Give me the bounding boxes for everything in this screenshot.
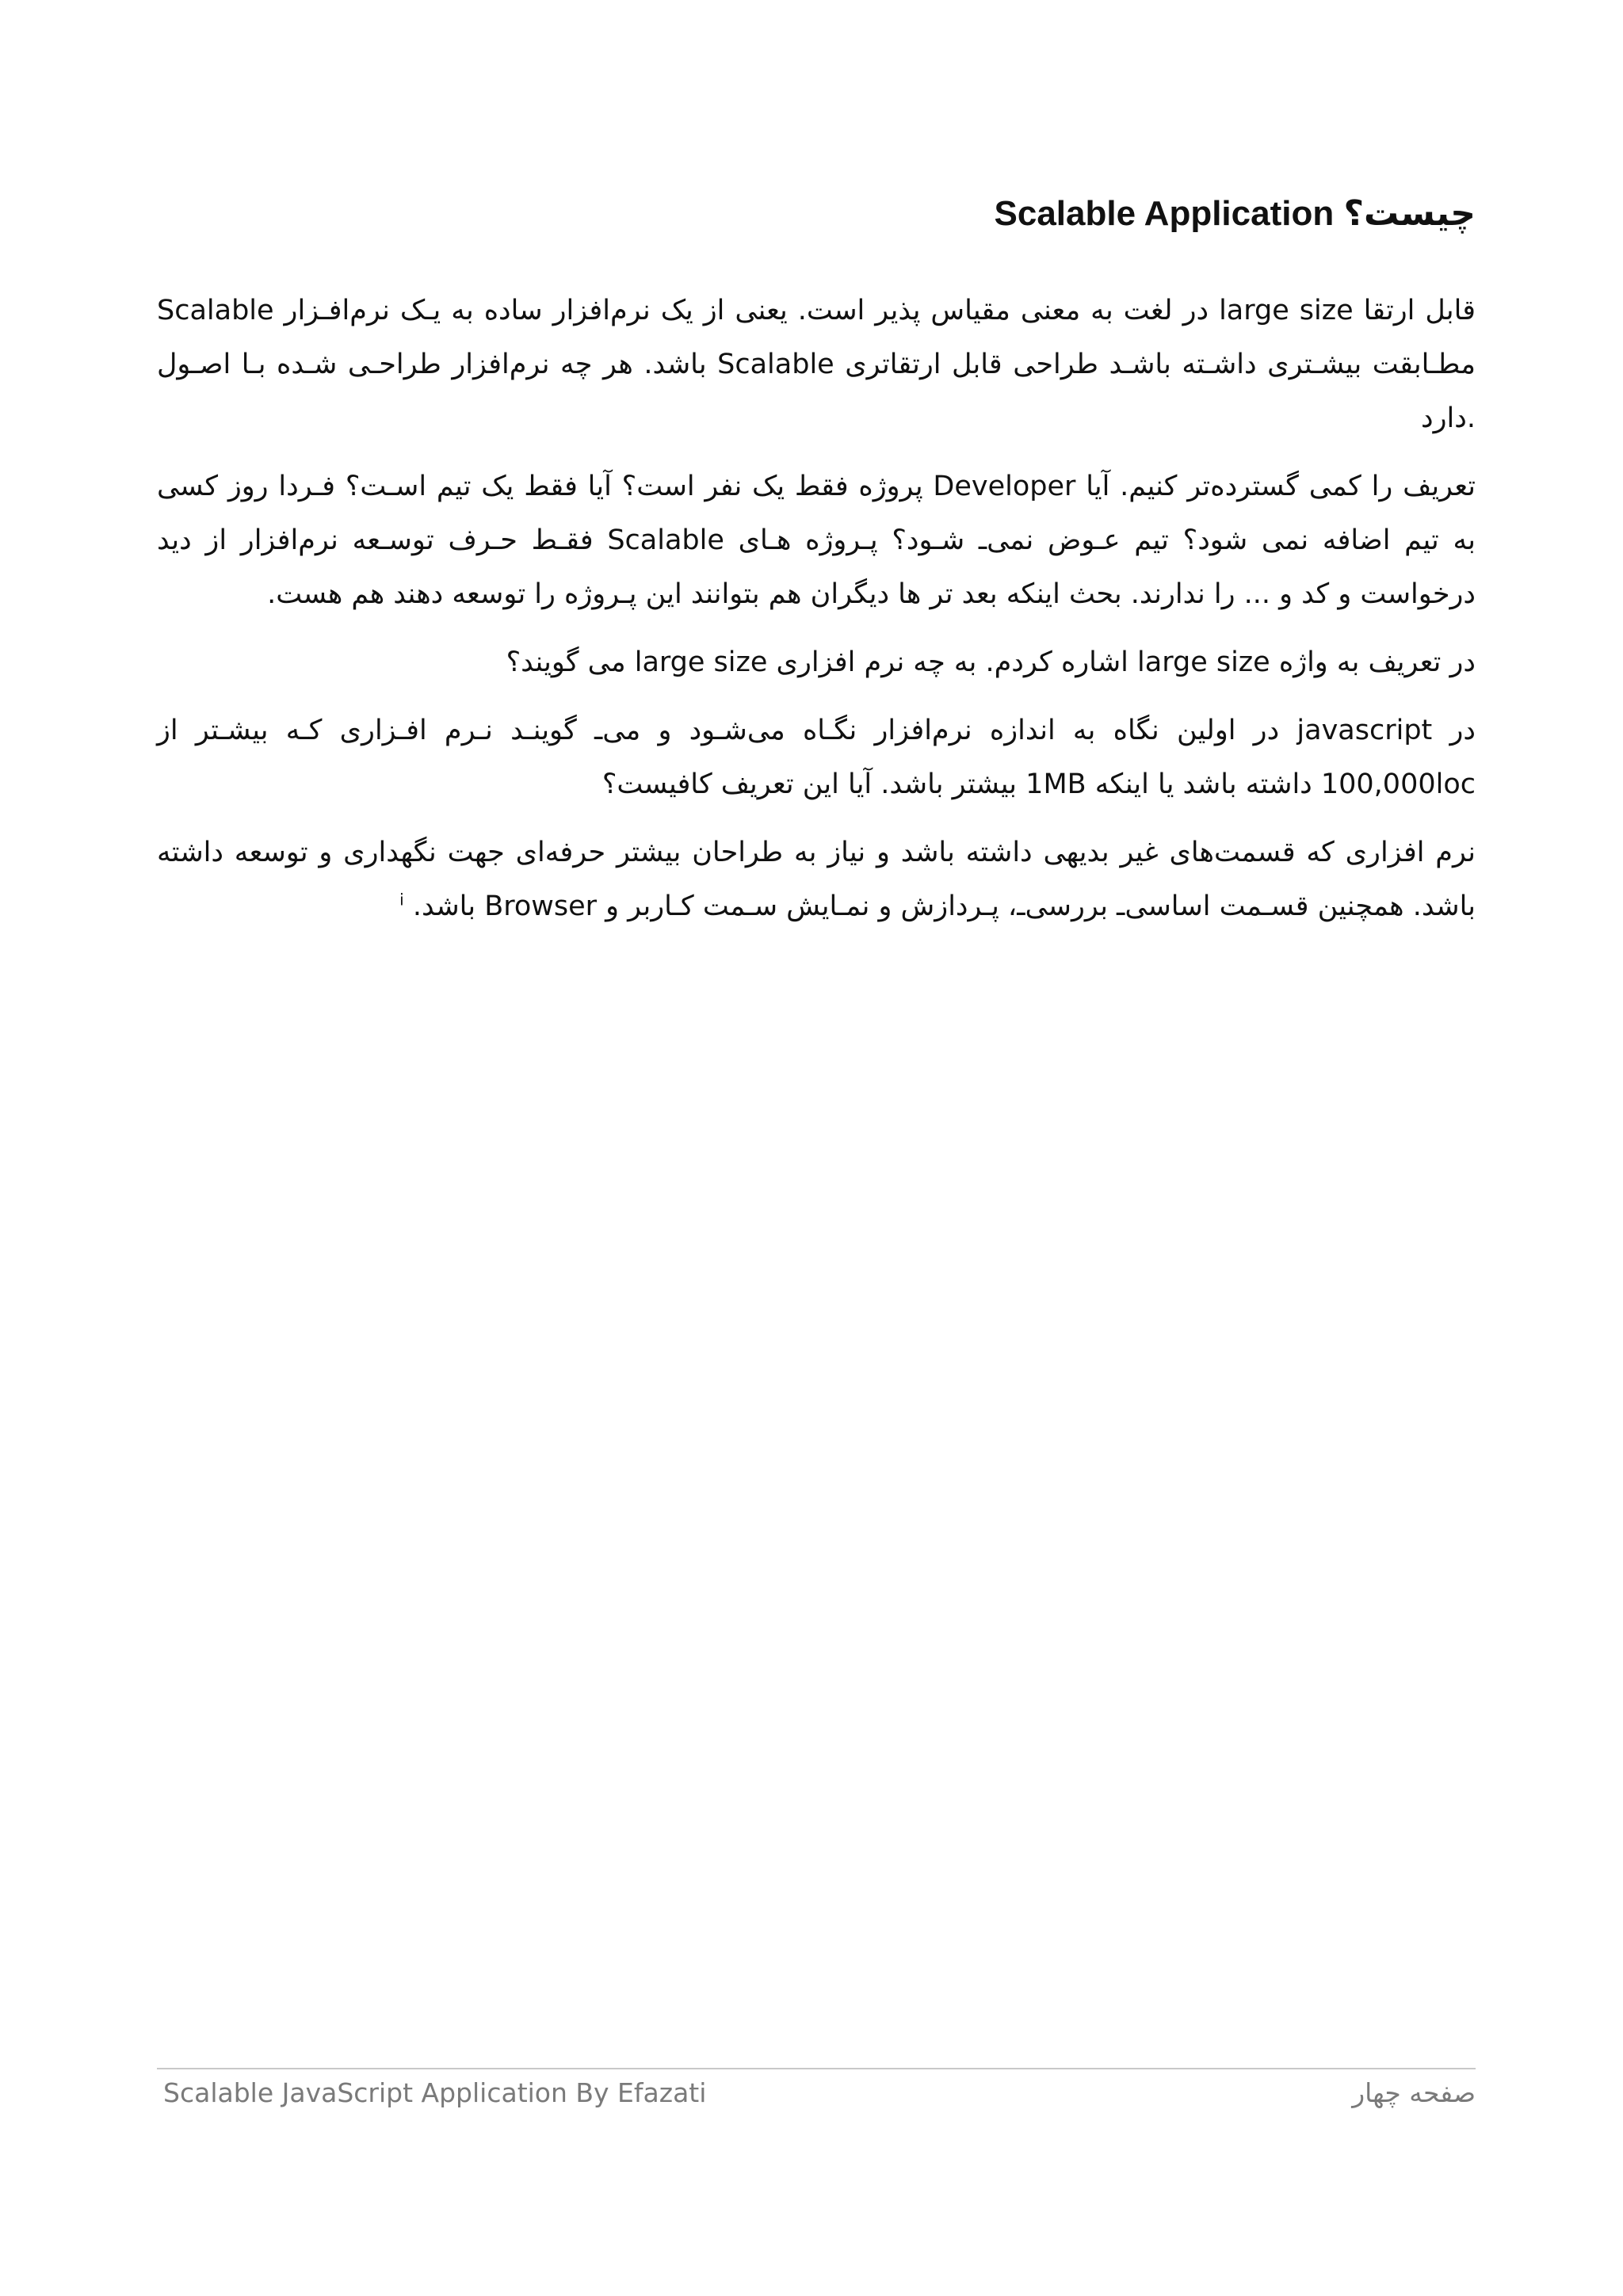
paragraph-answer-text: نرم افزاری که قسمت‌های غیر بدیهی داشته باشد و نیاز به طراحان بیشتر حرفه‌ای جهت نگهداری و توسعه داشته باشد. همچنین قسـمت اساسی‌ـ بررسی‌ـ، پـردازش و نمـایش سـمت کـاربر و Browser باشد. bbox=[157, 837, 1476, 922]
page-title: Scalable Application چیست؟ bbox=[994, 194, 1476, 233]
paragraph-definition: Scalable در لغت به معنی مقیاس پذیر است. یعنی از یک نرم‌افزار ساده به یـک نرم‌افـزار large size قابل ارتقا باشد. هر چه نرم‌افزار طراحـی شـده بـا اصـول Scalable مطـابقت بیشـتری داشـته باشـد طراحی قابل ارتقاتری دارد. bbox=[157, 295, 1476, 434]
paragraph-answer bbox=[157, 826, 1476, 933]
paragraph-large-size-question: در تعریف به واژه large size اشاره کردم. به چه نرم افزاری large size می گویند؟ bbox=[506, 646, 1476, 678]
document-body bbox=[157, 190, 1476, 948]
paragraph-javascript-size: در javascript در اولین نگاه به اندازه نرم‌افزار نگـاه می‌شـود و می‌ـ گوینـد نـرم افـزاری کـه بیشـتر از 100,000loc داشته باشد یا اینکه 1MB بیشتر باشد. آیا این تعریف کافیست؟ bbox=[157, 715, 1476, 800]
footnote-marker[interactable]: i bbox=[399, 890, 404, 910]
footer-page-number: صفحه چهار bbox=[1352, 2077, 1476, 2108]
footer-book-title: Scalable JavaScript Application By Efazati bbox=[163, 2077, 707, 2108]
footer-divider bbox=[157, 2068, 1476, 2069]
paragraph-team: تعریف را کمی گسترده‌تر کنیم. آیا Developer پروژه فقط یک نفر است؟ آیا فقط یک تیم اسـت؟ فـردا روز کسی به تیم اضافه نمی شود؟ تیم عـوض نمی‌ـ شـود؟ پـروژه هـای Scalable فقـط حـرف توسـعه نرم‌افزار از دید درخواست و کد و ... را ندارند. بحث اینکه بعد تر ها دیگران هم بتوانند این پـروژه را توسعه دهند هم هست. bbox=[157, 471, 1476, 610]
